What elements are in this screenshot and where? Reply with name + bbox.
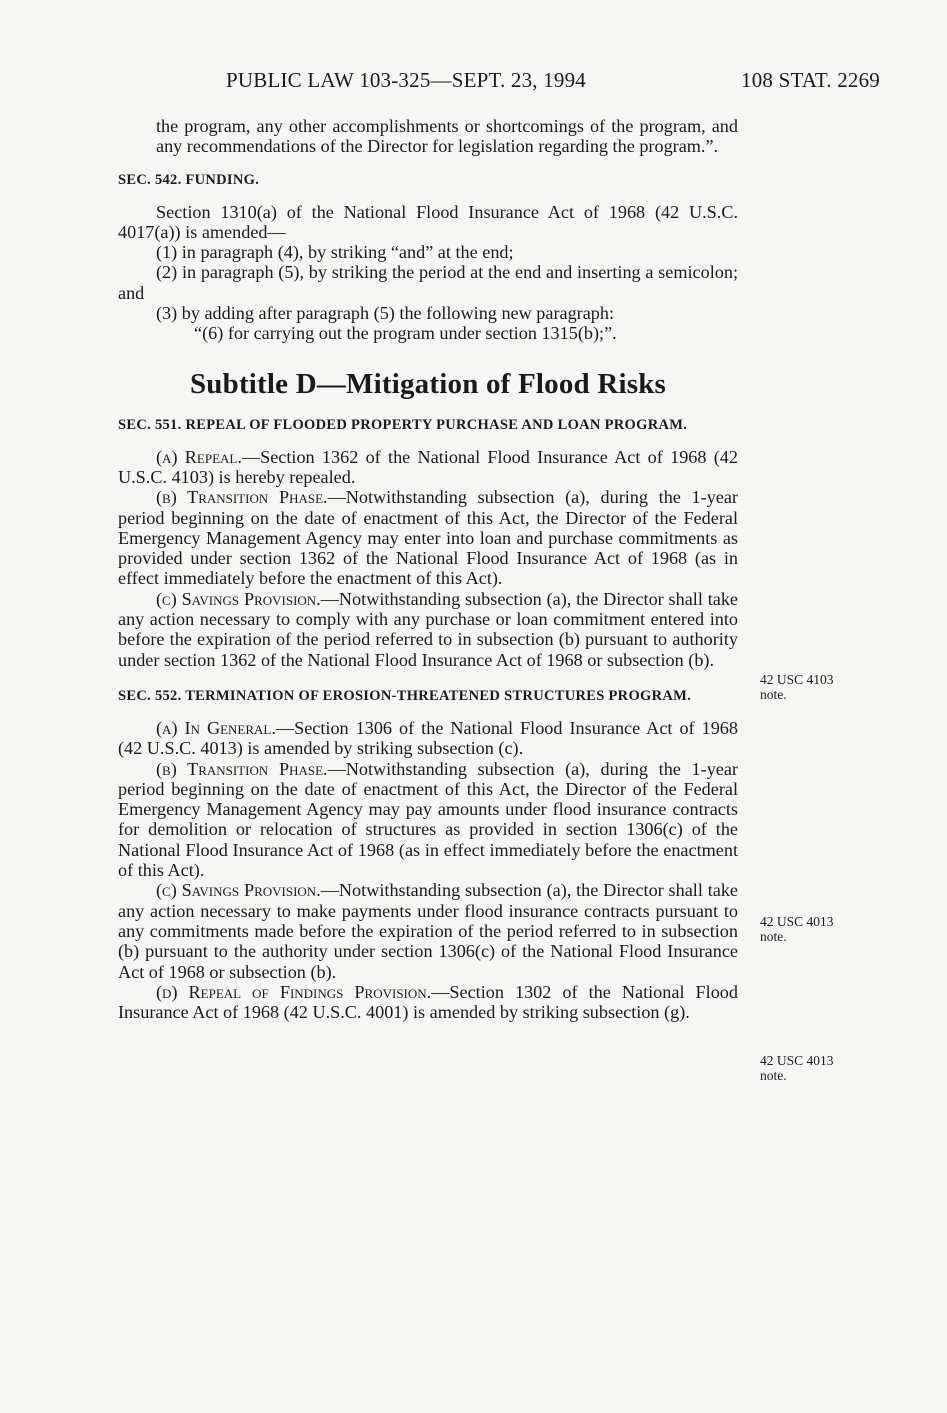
sec-552-a-text: —Section 1306 of the National Flood Insurance Act of 1968 (42 U.S.C. 4013) is amended by striking subsection (c). <box>118 717 738 759</box>
sec-542-heading: SEC. 542. FUNDING. <box>118 171 260 188</box>
sec-552-b-text: —Notwithstanding subsection (a), during the 1-year period beginning on the date of enactment of this Act, the Director of the Federal Emergency Management Agency may pay amounts under flood insurance contracts for demolition or relocation of structures as provided in section 1306(c) of the National Flood Insurance Act of 1968 (as in effect immediately before the enactment of this Act). <box>118 758 738 881</box>
law-title: PUBLIC LAW 103-325—SEPT. 23, 1994 <box>226 68 586 92</box>
subtitle-heading: Subtitle D—Mitigation of Flood Risks <box>189 367 667 400</box>
sec-551-heading: SEC. 551. REPEAL OF FLOODED PROPERTY PURCHASE AND LOAN PROGRAM. <box>118 416 688 433</box>
document-body <box>118 116 738 1022</box>
sec-542-intro: Section 1310(a) of the National Flood Insurance Act of 1968 (42 U.S.C. 4017(a)) is amended— <box>118 201 738 242</box>
sec-552-a-label: (a) In General. <box>156 717 276 738</box>
sec-551-c-label: (c) Savings Provision. <box>156 588 321 609</box>
sec-552-d-label: (d) Repeal of Findings Provision. <box>156 981 432 1002</box>
sec-542-item-1: (1) in paragraph (4), by striking “and” at the end; <box>156 242 514 263</box>
margin-note-42-usc-4103: 42 USC 4103 note. <box>760 672 834 702</box>
sec-552-b <box>118 759 738 881</box>
sec-552-c <box>118 880 738 981</box>
sec-552-c-text: —Notwithstanding subsection (a), the Director shall take any action necessary to make payments under flood insurance contracts pursuant to any commitments made before the expiration of the period referred to in subsection (b) pursuant to the authority under section 1306(c) of the National Flood Insurance Act of 1968 or subsection (b). <box>118 880 739 982</box>
margin-note-42-usc-4013-b: 42 USC 4013 note. <box>760 914 834 944</box>
sec-552-d <box>118 982 738 1023</box>
sec-552-a <box>118 718 738 759</box>
sec-552-c-label: (c) Savings Provision. <box>156 880 321 901</box>
sec-551-b <box>118 487 738 588</box>
sec-551-b-label: (b) Transition Phase. <box>156 487 328 508</box>
sec-542-item-3: (3) by adding after paragraph (5) the following new paragraph: <box>156 303 615 324</box>
margin-note-42-usc-4013-c: 42 USC 4013 note. <box>760 1053 834 1083</box>
sec-551-a-text: —Section 1362 of the National Flood Insurance Act of 1968 (42 U.S.C. 4103) is hereby repealed. <box>118 446 738 487</box>
sec-551-b-text: —Notwithstanding subsection (a), during the 1-year period beginning on the date of enactment of this Act, the Director of the Federal Emergency Management Agency may enter into loan and purchase commitments as provided under section 1362 of the National Flood Insurance Act of 1968 (as in effect immediately before the enactment of this Act). <box>118 487 738 589</box>
sec-552-d-text: —Section 1302 of the National Flood Insurance Act of 1968 (42 U.S.C. 4001) is amended by striking subsection (g). <box>118 981 738 1023</box>
sec-552-heading: SEC. 552. TERMINATION OF EROSION-THREATENED STRUCTURES PROGRAM. <box>118 687 692 704</box>
sec-551-c-text: —Notwithstanding subsection (a), the Director shall take any action necessary to comply with any purchase or loan commitment entered into before the expiration of the period referred to in subsection (b) pursuant to authority under section 1362 of the National Flood Insurance Act of 1968 or subsection (b). <box>118 588 739 670</box>
page-header <box>118 62 880 98</box>
sec-552-b-label: (b) Transition Phase. <box>156 758 328 779</box>
sec-551-c <box>118 589 738 670</box>
stat-page-number: 108 STAT. 2269 <box>741 68 880 92</box>
sec-542-quote: “(6) for carrying out the program under section 1315(b);”. <box>194 323 617 344</box>
continuation-paragraph: the program, any other accomplishments or shortcomings of the program, and any recommendations of the Director for legislation regarding the program.”. <box>156 116 738 157</box>
sec-551-a-label: (a) Repeal. <box>156 446 242 467</box>
sec-542-item-2: (2) in paragraph (5), by striking the period at the end and inserting a semicolon; and <box>118 262 738 303</box>
sec-551-a <box>118 447 738 488</box>
